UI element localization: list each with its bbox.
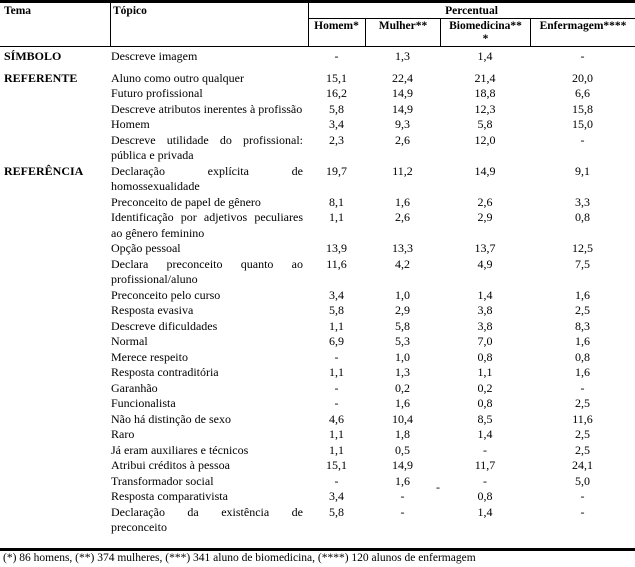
mulher-cell: 1,3 — [395, 49, 410, 63]
biomedicina-cell: - — [483, 442, 487, 457]
homem-cell: 11,6 — [326, 256, 347, 271]
topico-cell: Declaração explícita de homossexualidade — [111, 163, 303, 193]
tema-cell — [0, 117, 110, 133]
homem-cell: - — [334, 49, 339, 63]
bottom-rule — [0, 548, 635, 551]
tema-cell — [0, 474, 110, 490]
mulher-cell: 1,6 — [395, 194, 410, 209]
tema-cell — [0, 505, 110, 536]
tema-cell — [0, 427, 110, 443]
biomedicina-cell: 2,6 — [477, 194, 493, 209]
topico-cell: Atribui créditos à pessoa — [111, 458, 230, 472]
homem-cell: - — [334, 349, 339, 364]
enfermagem-cell: 0,8 — [575, 210, 590, 224]
enfermagem-cell: - — [580, 49, 585, 63]
table-row — [0, 49, 635, 65]
tema-cell — [0, 381, 110, 397]
enfermagem-cell: 1,6 — [575, 334, 590, 348]
enfermagem-cell: 2,5 — [575, 427, 590, 441]
topico-cell: Opção pessoal — [111, 241, 181, 255]
tema-cell — [0, 319, 110, 335]
homem-cell: 3,4 — [329, 287, 344, 302]
tema-cell — [0, 195, 110, 211]
divider — [110, 3, 111, 47]
mulher-cell: 11,2 — [392, 163, 413, 178]
enfermagem-cell: - — [580, 489, 585, 503]
topico-cell: Aluno como outro qualquer — [111, 70, 244, 85]
biomedicina-cell: 5,8 — [477, 117, 493, 131]
enfermagem-cell: 2,5 — [575, 442, 590, 457]
enfermagem-cell: - — [580, 504, 585, 519]
tema-cell — [0, 396, 110, 412]
topico-cell: Funcionalista — [111, 396, 176, 410]
biomedicina-cell: 1,1 — [477, 365, 493, 379]
homem-cell: - — [334, 473, 339, 488]
homem-cell: - — [334, 380, 339, 395]
mulher-cell: 14,9 — [392, 458, 413, 472]
header-mulher: Mulher** — [378, 20, 428, 32]
topico-cell: Já eram auxiliares e técnicos — [111, 442, 249, 457]
homem-cell: 8,1 — [329, 194, 344, 209]
biomedicina-cell: 12,3 — [474, 101, 496, 116]
tema-cell — [0, 412, 110, 428]
table-row — [0, 427, 635, 443]
tema-cell — [0, 489, 110, 505]
biomedicina-cell: 4,9 — [477, 256, 493, 271]
topico-cell: Descreve utilidade do profissional: pública e privada — [111, 132, 303, 162]
enfermagem-cell: 5,0 — [575, 473, 590, 488]
header-enfermagem: Enfermagem**** — [539, 20, 627, 32]
mulher-cell: 1,8 — [395, 427, 410, 441]
biomedicina-cell: 3,8 — [477, 303, 493, 317]
homem-cell: 2,3 — [329, 132, 344, 147]
mulher-cell: 2,6 — [395, 210, 410, 224]
mulher-cell: 13,3 — [392, 241, 413, 255]
biomedicina-cell: 0,2 — [477, 380, 493, 395]
header-percentual: Percentual — [445, 5, 498, 17]
tema-cell — [0, 257, 110, 288]
mulher-cell: - — [400, 504, 405, 519]
topico-cell: Normal — [111, 334, 148, 348]
topico-cell: Garanhão — [111, 380, 158, 395]
tema-cell — [0, 334, 110, 350]
topico-cell: Preconceito de papel de gênero — [111, 194, 261, 209]
table-row — [0, 365, 635, 381]
enfermagem-cell: 0,8 — [575, 349, 590, 364]
homem-cell: 19,7 — [326, 163, 347, 178]
enfermagem-cell: 12,5 — [572, 241, 593, 255]
enfermagem-cell: 2,5 — [575, 303, 590, 317]
enfermagem-cell: 15,0 — [572, 117, 593, 131]
table-row — [0, 474, 635, 490]
homem-cell: 1,1 — [329, 365, 344, 379]
footnote: (*) 86 homens, (**) 374 mulheres, (***) 341 aluno de biomedicina, (****) 120 alunos de enfermagem — [3, 552, 476, 564]
header-homem: Homem* — [314, 20, 359, 32]
tema-cell — [0, 210, 110, 241]
enfermagem-cell: 1,6 — [575, 365, 590, 379]
biomedicina-cell: 7,0 — [477, 334, 493, 348]
table-row — [0, 412, 635, 428]
table-row — [0, 288, 635, 304]
mulher-cell: 5,3 — [395, 334, 410, 348]
table-row — [0, 102, 635, 118]
data-table — [0, 49, 635, 536]
mulher-cell: 5,8 — [395, 318, 410, 333]
tema-cell — [0, 241, 110, 257]
topico-cell: Transformador social — [111, 473, 214, 488]
mulher-cell: 4,2 — [395, 256, 410, 271]
homem-cell: 5,8 — [329, 303, 344, 317]
topico-cell: Resposta contraditória — [111, 365, 219, 379]
table-row — [0, 334, 635, 350]
mulher-cell: 1,6 — [395, 396, 410, 410]
biomedicina-cell: 2,9 — [477, 210, 493, 224]
mulher-cell: 14,9 — [392, 86, 413, 100]
topico-cell: Resposta evasiva — [111, 303, 194, 317]
homem-cell: 4,6 — [329, 411, 344, 426]
biomedicina-cell: 1,4 — [477, 504, 493, 519]
topico-cell: Homem — [111, 117, 150, 131]
enfermagem-cell: 6,6 — [575, 86, 590, 100]
tema-cell: REFERÊNCIA — [4, 163, 84, 178]
table-row — [0, 65, 635, 87]
homem-cell: 13,9 — [326, 241, 347, 255]
table-row — [0, 319, 635, 335]
table-row — [0, 257, 635, 288]
biomedicina-cell: 18,8 — [474, 86, 496, 100]
tema-cell — [0, 350, 110, 366]
table-row — [0, 396, 635, 412]
divider — [308, 18, 635, 19]
homem-cell: 1,1 — [329, 210, 344, 224]
topico-cell: Merece respeito — [111, 349, 188, 364]
tema-cell: REFERENTE — [4, 70, 78, 85]
biomedicina-cell: 11,7 — [474, 458, 496, 472]
table-row — [0, 489, 635, 505]
table-row — [0, 350, 635, 366]
topico-cell: Não há distinção de sexo — [111, 411, 231, 426]
homem-cell: 15,1 — [326, 70, 347, 85]
topico-cell: Raro — [111, 427, 135, 441]
table-row — [0, 458, 635, 474]
tema-cell — [0, 443, 110, 459]
header-biomedicina: Biomedicina** * — [449, 20, 522, 45]
table-row — [0, 303, 635, 319]
biomedicina-cell: 21,4 — [474, 70, 496, 85]
homem-cell: 3,4 — [329, 489, 344, 503]
biomedicina-cell: 3,8 — [477, 318, 493, 333]
table-row — [0, 195, 635, 211]
table-row — [0, 117, 635, 133]
homem-cell: 1,1 — [329, 442, 344, 457]
tema-cell — [0, 102, 110, 118]
table-row — [0, 443, 635, 459]
biomedicina-cell: 1,4 — [477, 427, 493, 441]
enfermagem-cell: 2,5 — [575, 396, 590, 410]
mulher-cell: 1,0 — [395, 349, 410, 364]
homem-cell: 1,1 — [329, 427, 344, 441]
enfermagem-cell: 24,1 — [572, 458, 593, 472]
enfermagem-cell: - — [580, 380, 585, 395]
table-row — [0, 210, 635, 241]
topico-cell: Resposta comparativista — [111, 489, 228, 503]
mulher-cell: 1,6 — [395, 473, 410, 488]
biomedicina-cell: 8,5 — [477, 411, 493, 426]
topico-cell: Declaração da existência de preconceito — [111, 504, 303, 534]
topico-cell: Declara preconceito quanto ao profissional/aluno — [111, 256, 303, 286]
mulher-cell: 0,5 — [395, 442, 410, 457]
biomedicina-cell: 0,8 — [477, 489, 493, 503]
homem-cell: 1,1 — [329, 318, 344, 333]
homem-cell: - — [334, 396, 339, 410]
table-row — [0, 133, 635, 164]
table-row — [0, 381, 635, 397]
mulher-cell: 14,9 — [392, 101, 413, 116]
enfermagem-cell: 3,3 — [575, 194, 590, 209]
tema-cell: SÍMBOLO — [4, 49, 62, 63]
enfermagem-cell: 20,0 — [572, 70, 593, 85]
enfermagem-cell: 15,8 — [572, 101, 593, 116]
tema-cell — [0, 303, 110, 319]
tema-cell — [0, 133, 110, 164]
enfermagem-cell: - — [580, 132, 585, 147]
homem-cell: 6,9 — [329, 334, 344, 348]
stray-mark: - — [436, 480, 440, 494]
homem-cell: 3,4 — [329, 117, 344, 131]
header-tema: Tema — [4, 5, 32, 17]
mulher-cell: 2,9 — [395, 303, 410, 317]
table-row — [0, 164, 635, 195]
mulher-cell: 1,0 — [395, 287, 410, 302]
homem-cell: 5,8 — [329, 101, 344, 116]
table-header — [0, 0, 635, 47]
biomedicina-cell: 14,9 — [474, 163, 496, 178]
tema-cell — [0, 288, 110, 304]
homem-cell: 5,8 — [329, 504, 344, 519]
tema-cell — [0, 458, 110, 474]
topico-cell: Preconceito pelo curso — [111, 287, 221, 302]
enfermagem-cell: 1,6 — [575, 287, 590, 302]
topico-cell: Descreve atributos inerentes à profissão — [111, 101, 303, 116]
homem-cell: 15,1 — [326, 458, 347, 472]
mulher-cell: 0,2 — [395, 380, 410, 395]
enfermagem-cell: 9,1 — [575, 163, 590, 178]
enfermagem-cell: 11,6 — [572, 411, 593, 426]
mulher-cell: 1,3 — [395, 365, 410, 379]
mulher-cell: - — [400, 489, 405, 503]
biomedicina-cell: 1,4 — [477, 49, 493, 63]
mulher-cell: 10,4 — [392, 411, 413, 426]
topico-cell: Futuro profissional — [111, 86, 203, 100]
biomedicina-cell: 0,8 — [477, 396, 493, 410]
biomedicina-cell: - — [483, 473, 487, 488]
biomedicina-cell: 1,4 — [477, 287, 493, 302]
tema-cell — [0, 365, 110, 381]
table-row — [0, 86, 635, 102]
table-row — [0, 241, 635, 257]
homem-cell: 16,2 — [326, 86, 347, 100]
biomedicina-cell: 0,8 — [477, 349, 493, 364]
mulher-cell: 9,3 — [395, 117, 410, 131]
biomedicina-cell: 13,7 — [474, 241, 496, 255]
header-topico: Tópico — [113, 5, 147, 17]
table-row — [0, 505, 635, 536]
topico-cell: Descreve dificuldades — [111, 318, 218, 333]
enfermagem-cell: 8,3 — [575, 318, 590, 333]
topico-cell: Identificação por adjetivos peculiares ao gênero feminino — [111, 210, 303, 240]
topico-cell: Descreve imagem — [111, 49, 198, 63]
biomedicina-cell: 12,0 — [474, 132, 496, 147]
mulher-cell: 22,4 — [392, 70, 413, 85]
enfermagem-cell: 7,5 — [575, 256, 590, 271]
tema-cell — [0, 86, 110, 102]
mulher-cell: 2,6 — [395, 132, 410, 147]
